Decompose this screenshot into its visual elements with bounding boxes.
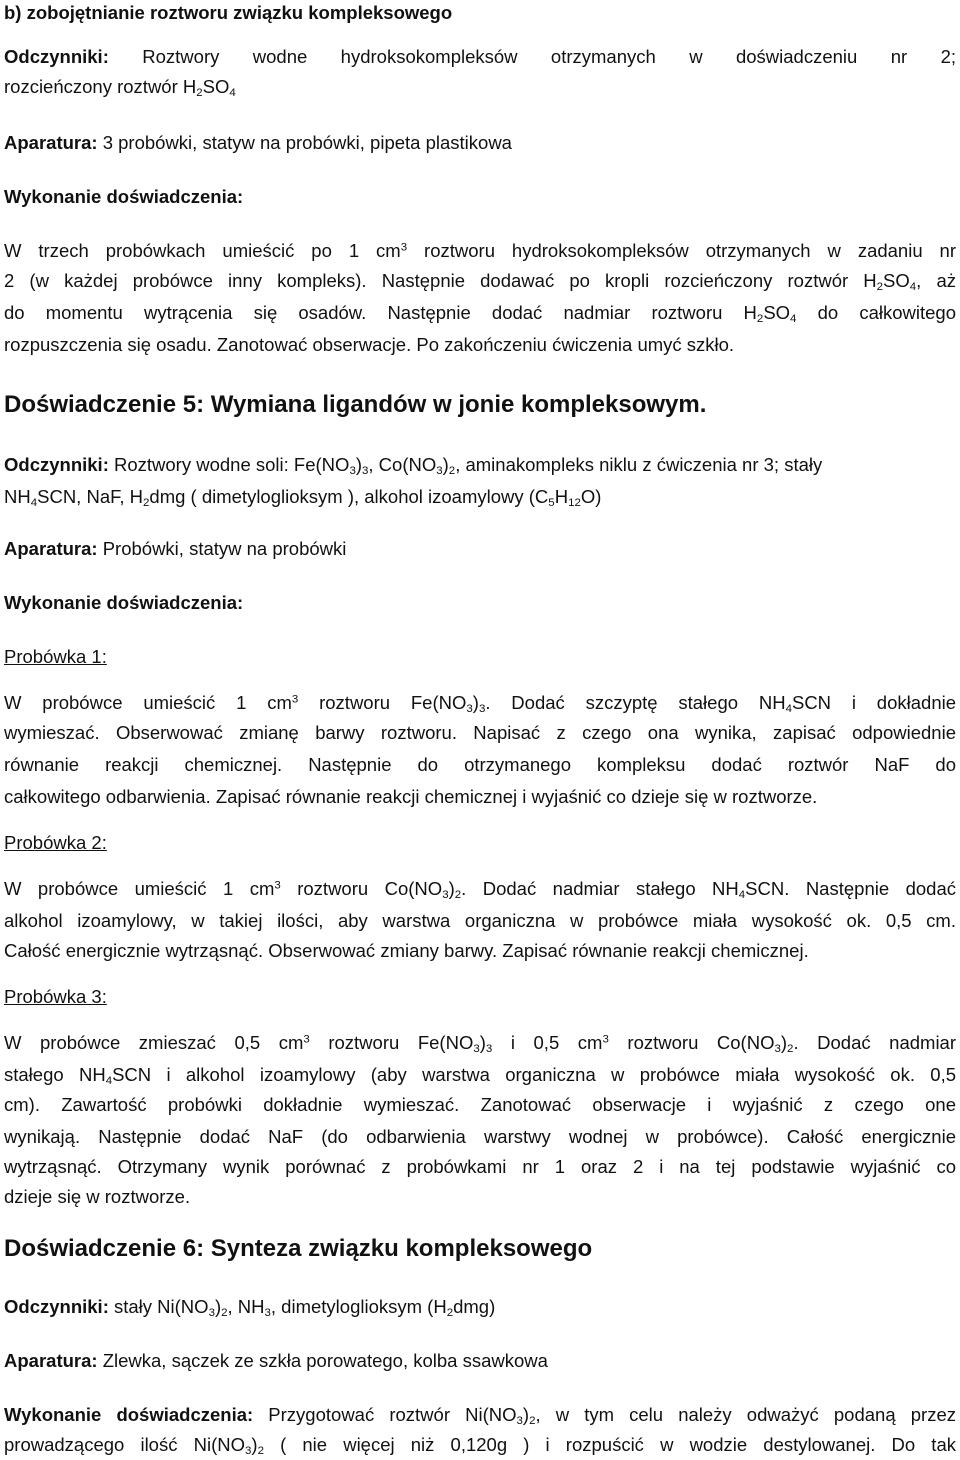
tube1-line2: wymieszać. Obserwować zmianę barwy roztworu. Napisać z czego ona wynika, zapisać odpowiednie: [4, 722, 956, 743]
reagents-text: , Co(NO: [368, 454, 437, 475]
subscript: 2: [257, 1444, 264, 1457]
tube2-label: Probówka 2:: [4, 832, 107, 853]
subscript: 3: [442, 888, 449, 901]
subscript: 2: [446, 1306, 454, 1319]
section-b-procedure-label: Wykonanie doświadczenia:: [4, 186, 244, 207]
exp6-title: Doświadczenie 6: Synteza związku kompleksowego: [4, 1235, 593, 1262]
procedure-text: Przygotować roztwór Ni(NO: [253, 1404, 517, 1425]
subscript: 4: [785, 702, 792, 715]
apparatus-text: 3 probówki, statyw na probówki, pipeta plastikowa: [97, 132, 512, 153]
reagents-label: Odczynniki:: [4, 1296, 109, 1317]
procedure-text: do momentu wytrącenia się osadów. Następnie dodać nadmiar roztworu H: [4, 302, 757, 323]
subscript: 4: [105, 1074, 113, 1087]
subscript: 3: [264, 1306, 271, 1319]
formula-text: ): [251, 1434, 258, 1455]
formula-text: SO: [202, 76, 230, 97]
procedure-label: Wykonanie doświadczenia:: [4, 1404, 254, 1425]
subscript: 4: [229, 86, 236, 99]
superscript: 3: [400, 241, 408, 254]
procedure-text: , aż: [916, 270, 956, 291]
subscript: 3: [485, 1042, 493, 1055]
exp6-procedure-line2: [4, 1432, 956, 1458]
subscript: 2: [876, 280, 884, 293]
tube3-line1: [4, 1030, 956, 1056]
subscript: 3: [516, 1414, 523, 1427]
formula-text: ): [355, 454, 362, 475]
exp6-reagents: [4, 1294, 956, 1320]
tube1-text: SCN i dokładnie: [791, 692, 957, 713]
subscript: 3: [774, 1042, 781, 1055]
apparatus-label: Aparatura:: [4, 1350, 98, 1371]
subscript: 3: [478, 702, 486, 715]
subscript: 4: [738, 888, 746, 901]
section-b-heading: b) zobojętnianie roztworu związku kompleksowego: [4, 2, 453, 23]
apparatus-label: Aparatura:: [4, 538, 98, 559]
tube3-line6: dzieje się w roztworze.: [4, 1186, 191, 1207]
superscript: 3: [303, 1033, 310, 1046]
subscript: 3: [349, 464, 356, 477]
subscript: 2: [787, 1042, 794, 1055]
apparatus-text: Probówki, statyw na probówki: [97, 538, 347, 559]
reagents-text: rozcieńczony roztwór H: [4, 76, 197, 97]
superscript: 3: [602, 1033, 609, 1046]
reagents-label: Odczynniki:: [4, 454, 109, 475]
subscript: 2: [143, 496, 150, 509]
tube2-line3: Całość energicznie wytrząsnąć. Obserwować zmiany barwy. Zapisać równanie reakcji chemicznej.: [4, 940, 809, 961]
tube1-text: roztworu Fe(NO: [298, 692, 467, 713]
superscript: 3: [291, 693, 299, 706]
tube1-line3: równanie reakcji chemicznej. Następnie do otrzymanego kompleksu dodać roztwór NaF do: [4, 754, 956, 775]
exp5-title: Doświadczenie 5: Wymiana ligandów w jonie kompleksowym.: [4, 391, 707, 418]
reagents-text: dmg): [453, 1296, 496, 1317]
superscript: 3: [274, 879, 281, 892]
tube3-label: Probówka 3:: [4, 986, 107, 1007]
exp5-reagents-line2: [4, 484, 956, 510]
reagents-text: dmg ( dimetyloglioksym ), alkohol izoamylowy (C: [149, 486, 549, 507]
formula-text: SO: [883, 270, 910, 291]
exp6-apparatus: [4, 1348, 956, 1374]
tube1-line1: [4, 690, 956, 716]
formula-text: ): [780, 1032, 788, 1053]
tube2-text: SCN. Następnie dodać: [745, 878, 956, 899]
reagents-text: Roztwory wodne hydroksokompleksów otrzymanych w doświadczeniu nr 2;: [108, 46, 956, 67]
formula-text: ): [479, 1032, 486, 1053]
subscript: 2: [756, 312, 764, 325]
procedure-text: 2 (w każdej probówce inny kompleks). Następnie dodawać po kropli rozcieńczony roztwór H: [4, 270, 877, 291]
subscript: 2: [529, 1414, 536, 1427]
subscript: 3: [208, 1306, 215, 1319]
reagents-text: NH: [4, 486, 31, 507]
procedure-text: prowadzącego ilość Ni(NO: [4, 1434, 245, 1455]
tube3-text: . Dodać nadmiar: [793, 1032, 957, 1053]
tube2-text: . Dodać nadmiar stałego NH: [461, 878, 739, 899]
tube3-text: i 0,5 cm: [492, 1032, 603, 1053]
apparatus-label: Aparatura:: [4, 132, 98, 153]
tube1-line4: całkowitego odbarwienia. Zapisać równanie reakcji chemicznej i wyjaśnić co dzieje się w roztworze.: [4, 786, 818, 807]
tube2-text: roztworu Co(NO: [280, 878, 443, 899]
procedure-text: ( nie więcej niż 0,120g ) i rozpuścić w wodzie destylowanej. Do tak: [263, 1434, 956, 1455]
subscript: 3: [245, 1444, 252, 1457]
section-b-procedure-line4: rozpuszczenia się osadu. Zanotować obserwacje. Po zakończeniu ćwiczenia umyć szkło.: [4, 334, 735, 355]
section-b-reagents-line1: [4, 44, 956, 70]
section-b-procedure-line2: [4, 268, 956, 294]
subscript: 12: [568, 496, 581, 509]
tube2-line2: alkohol izoamylowy, w takiej ilości, aby warstwa organiczna w probówce miała wysokość ok. 0,5 cm.: [4, 910, 956, 931]
exp5-apparatus: [4, 536, 956, 562]
reagents-text: stały Ni(NO: [108, 1296, 209, 1317]
tube1-text: . Dodać szczyptę stałego NH: [485, 692, 786, 713]
tube3-line3: cm). Zawartość probówki dokładnie wymieszać. Zanotować obserwacje i wyjaśnić z czego one: [4, 1094, 956, 1115]
formula-text: ): [522, 1404, 530, 1425]
exp5-procedure-label: Wykonanie doświadczenia:: [4, 592, 244, 613]
apparatus-text: Zlewka, sączek ze szkła porowatego, kolba ssawkowa: [97, 1350, 548, 1371]
reagents-text: , aminakompleks niklu z ćwiczenia nr 3; stały: [455, 454, 823, 475]
tube3-line4: wynikają. Następnie dodać NaF (do odbarwienia warstwy wodnej w probówce). Całość energicznie: [4, 1126, 956, 1147]
tube2-line1: [4, 876, 956, 902]
subscript: 2: [221, 1306, 228, 1319]
formula-text: ): [214, 1296, 222, 1317]
subscript: 2: [196, 86, 203, 99]
formula-text: ): [442, 454, 449, 475]
subscript: 3: [466, 702, 473, 715]
reagents-label: Odczynniki:: [4, 46, 109, 67]
procedure-text: , w tym celu należy odważyć podaną przez: [535, 1404, 956, 1425]
tube3-text: W probówce zmieszać 0,5 cm: [4, 1032, 304, 1053]
tube3-line2: [4, 1062, 956, 1088]
reagents-text: , NH: [227, 1296, 265, 1317]
subscript: 4: [30, 496, 38, 509]
reagents-text: SCN, NaF, H: [37, 486, 144, 507]
subscript: 4: [909, 280, 917, 293]
tube3-line5: wytrząsnąć. Otrzymany wynik porównać z probówkami nr 1 oraz 2 i na tej podstawie wyjaśnić co: [4, 1156, 956, 1177]
reagents-text: Roztwory wodne soli: Fe(NO: [108, 454, 350, 475]
subscript: 3: [362, 464, 369, 477]
formula-text: ): [472, 692, 479, 713]
subscript: 5: [548, 496, 555, 509]
subscript: 2: [454, 888, 462, 901]
subscript: 3: [473, 1042, 480, 1055]
subscript: 3: [436, 464, 443, 477]
tube3-text: SCN i alkohol izoamylowy (aby warstwa organiczna w probówce miała wysokość ok. 0,5: [112, 1064, 957, 1085]
section-b-procedure-line3: [4, 300, 956, 326]
tube3-text: stałego NH: [4, 1064, 106, 1085]
section-b-reagents-line2: [4, 74, 956, 100]
tube3-text: roztworu Co(NO: [608, 1032, 775, 1053]
subscript: 4: [790, 312, 797, 325]
procedure-text: do całkowitego: [796, 302, 956, 323]
reagents-text: H: [554, 486, 569, 507]
section-b-apparatus: [4, 130, 956, 156]
formula-text: ): [448, 878, 455, 899]
tube2-text: W probówce umieścić 1 cm: [4, 878, 275, 899]
procedure-text: W trzech probówkach umieścić po 1 cm: [4, 240, 401, 261]
reagents-text: O): [580, 486, 602, 507]
subscript: 2: [448, 464, 456, 477]
formula-text: SO: [763, 302, 791, 323]
exp6-procedure-line1: [4, 1402, 956, 1428]
tube1-text: W probówce umieścić 1 cm: [4, 692, 292, 713]
exp5-reagents-line1: [4, 452, 956, 478]
tube3-text: roztworu Fe(NO: [309, 1032, 474, 1053]
section-b-procedure-line1: [4, 238, 956, 264]
reagents-text: , dimetyloglioksym (H: [270, 1296, 447, 1317]
tube1-label: Probówka 1:: [4, 646, 107, 667]
procedure-text: roztworu hydroksokompleksów otrzymanych w zadaniu nr: [407, 240, 957, 261]
